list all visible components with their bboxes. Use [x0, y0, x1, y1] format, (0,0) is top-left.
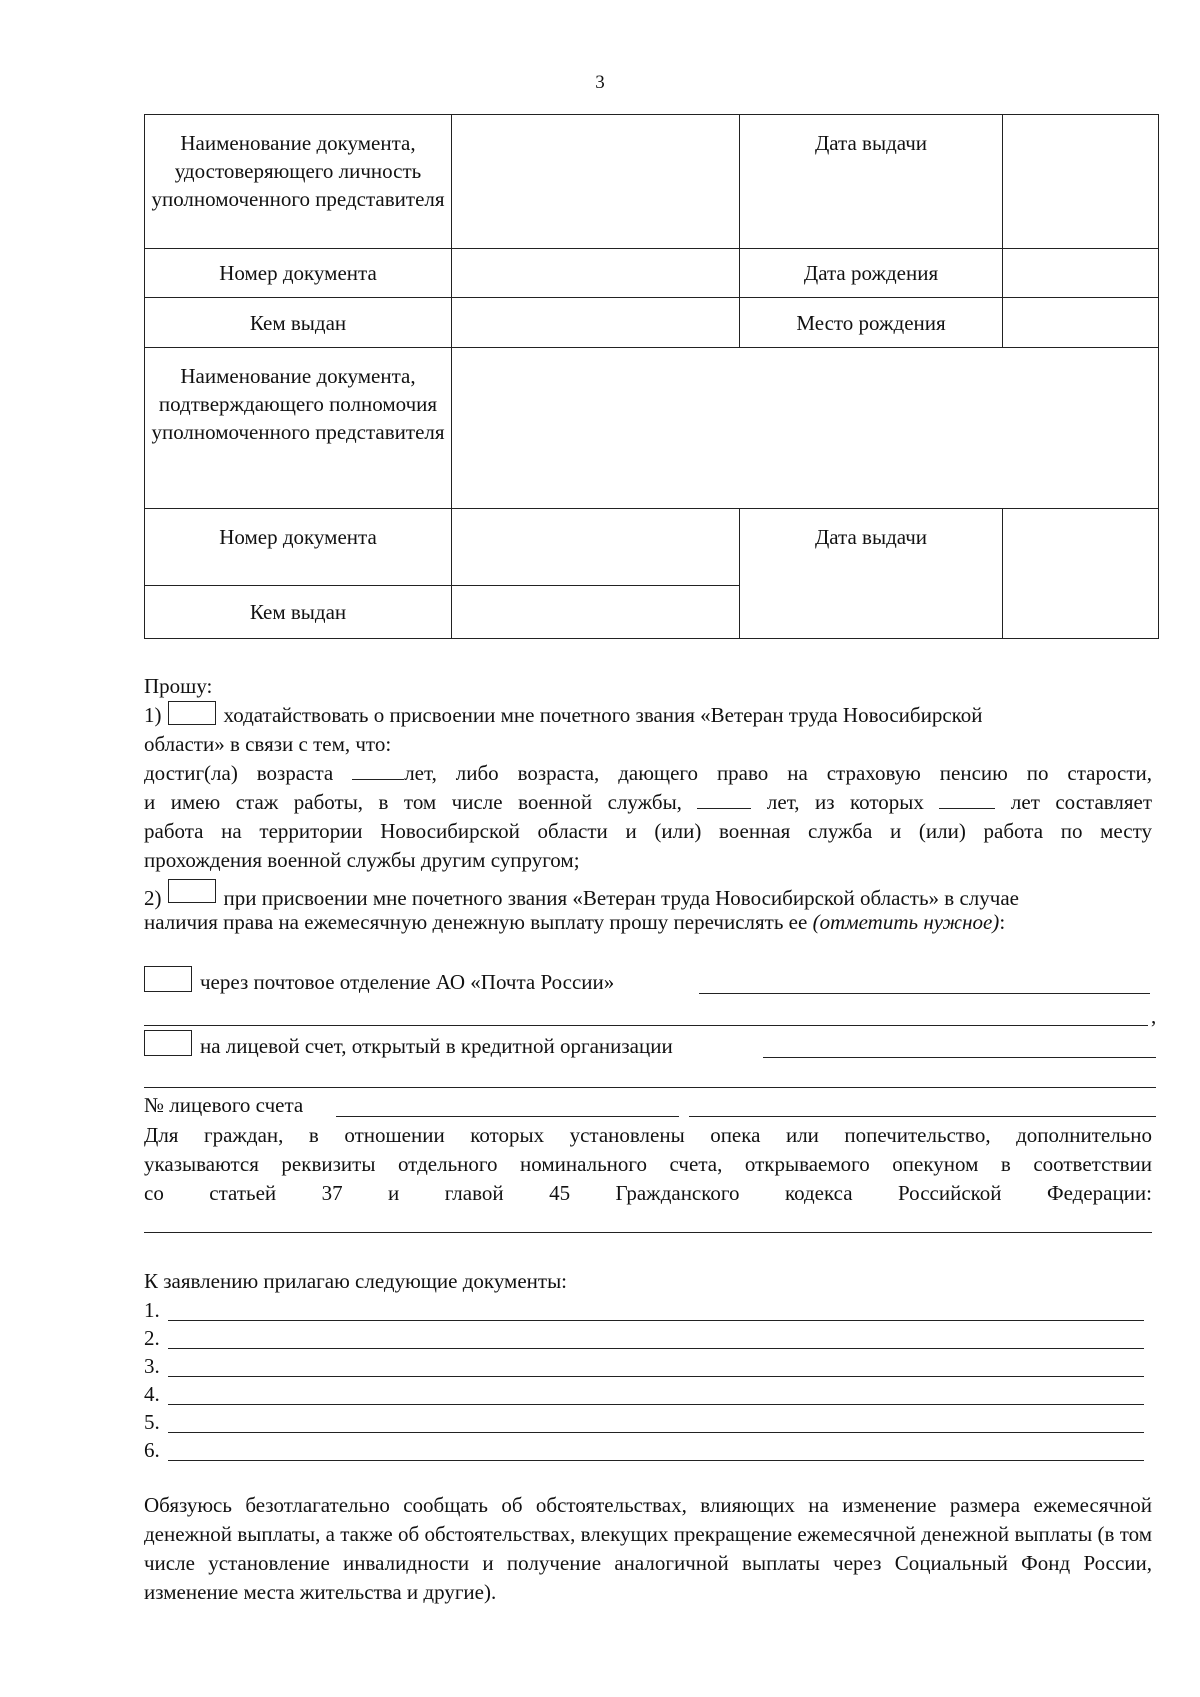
item-2-text-cont: наличия права на ежемесячную денежную выплату прошу перечислять ее (отметить нужное): [144, 910, 1006, 934]
item-2-number: 2) [144, 886, 162, 910]
attachment-item: 5. [144, 1408, 1144, 1436]
representative-info-table [144, 114, 1159, 639]
item-2-text: при присвоении мне почетного звания «Ветеран труда Новосибирской область» в случае [223, 886, 1019, 910]
authority-doc-name-field[interactable] [452, 348, 1159, 509]
authority-doc-number-label: Номер документа [145, 509, 452, 586]
condition-text-d: прохождения военной службы другим супругом; [144, 848, 580, 872]
attachment-blank[interactable] [168, 1376, 1144, 1377]
account-number-blank-2[interactable] [689, 1116, 1156, 1117]
regional-years-blank[interactable] [939, 790, 995, 809]
attachment-item: 4. [144, 1380, 1144, 1408]
birth-date-label: Дата рождения [740, 249, 1003, 298]
bank-name-blank-2[interactable] [144, 1087, 1156, 1088]
post-office-comma: , [1151, 1004, 1157, 1028]
post-office-blank-2[interactable] [144, 1025, 1148, 1026]
authority-doc-issuer-field[interactable] [452, 586, 740, 639]
condition-text-c: работа на территории Новосибирской области и (или) военная служба и (или) работа по месту [144, 819, 1152, 843]
identity-doc-issue-date-field[interactable] [1003, 115, 1159, 249]
obligation-paragraph: Обязуюсь безотлагательно сообщать об обстоятельствах, влияющих на изменение размера ежемесячной денежной выплаты, а также об обстоятельствах, влекущих прекращение ежемесячной денежной выплаты (в том числе установление инвалидности и получение аналогичной выплаты через Социальный Фонд России, изменение места жительства и другие). [144, 1493, 1152, 1604]
identity-doc-number-field[interactable] [452, 249, 740, 298]
attachment-item: 6. [144, 1436, 1144, 1464]
attachment-blank[interactable] [168, 1460, 1144, 1461]
account-number-blank-1[interactable] [336, 1116, 679, 1117]
authority-doc-name-label: Наименование документа, подтверждающего полномочия уполномоченного представителя [145, 348, 452, 509]
authority-doc-issuer-label: Кем выдан [145, 586, 452, 639]
request-intro: Прошу: [144, 674, 213, 698]
bank-account-text: на лицевой счет, открытый в кредитной организации [200, 1034, 673, 1058]
experience-condition-line: и имею стаж работы, в том числе военной службы, лет, из которых лет составляет [144, 790, 1153, 814]
post-office-checkbox[interactable] [144, 966, 192, 992]
account-number-label: № лицевого счета [144, 1093, 304, 1117]
identity-doc-number-label: Номер документа [145, 249, 452, 298]
attachment-item: 3. [144, 1352, 1144, 1380]
bank-name-blank[interactable] [763, 1057, 1156, 1058]
nominal-account-blank[interactable] [144, 1232, 1152, 1233]
identity-doc-name-field[interactable] [452, 115, 740, 249]
birth-date-field[interactable] [1003, 249, 1159, 298]
item-1-text: ходатайствовать о присвоении мне почетного звания «Ветеран труда Новосибирской [223, 703, 983, 727]
attachment-item: 2. [144, 1324, 1144, 1352]
identity-doc-issuer-label: Кем выдан [145, 298, 452, 348]
page-number: 3 [595, 72, 605, 93]
identity-doc-issue-date-label: Дата выдачи [740, 115, 1003, 249]
age-blank[interactable] [352, 761, 404, 780]
item-1-checkbox[interactable] [168, 701, 216, 725]
attachment-blank[interactable] [168, 1404, 1144, 1405]
guardian-text-3: со статьей 37 и главой 45 Гражданского кодекса Российской Федерации: [144, 1181, 1152, 1205]
attachment-blank[interactable] [168, 1348, 1144, 1349]
guardian-text-2: указываются реквизиты отдельного номинального счета, открываемого опекуном в соответствии [144, 1152, 1152, 1176]
attachment-item: 1. [144, 1296, 1144, 1324]
attachment-blank[interactable] [168, 1320, 1144, 1321]
age-condition-line: достиг(ла) возраста лет, либо возраста, дающего право на страховую пенсию по старости, [144, 761, 1153, 785]
birth-place-field[interactable] [1003, 298, 1159, 348]
item-2-checkbox[interactable] [168, 879, 216, 903]
item-1-number: 1) [144, 703, 162, 727]
post-office-text: через почтовое отделение АО «Почта России» [200, 970, 615, 994]
request-item-1 [144, 701, 1152, 730]
bank-account-checkbox[interactable] [144, 1030, 192, 1056]
experience-years-blank[interactable] [697, 790, 751, 809]
identity-doc-name-label: Наименование документа, удостоверяющего личность уполномоченного представителя [145, 115, 452, 249]
guardian-text-1: Для граждан, в отношении которых установлены опека или попечительство, дополнительно [144, 1123, 1152, 1147]
item-1-text-cont: области» в связи с тем, что: [144, 732, 392, 756]
post-office-blank[interactable] [699, 993, 1150, 994]
authority-doc-issue-date-label: Дата выдачи [740, 509, 1003, 639]
attachment-blank[interactable] [168, 1432, 1144, 1433]
attachments-heading: К заявлению прилагаю следующие документы: [144, 1269, 568, 1293]
birth-place-label: Место рождения [740, 298, 1003, 348]
authority-doc-issue-date-field[interactable] [1003, 509, 1159, 639]
identity-doc-issuer-field[interactable] [452, 298, 740, 348]
authority-doc-number-field[interactable] [452, 509, 740, 586]
item-2-note: (отметить нужное) [812, 910, 1000, 934]
